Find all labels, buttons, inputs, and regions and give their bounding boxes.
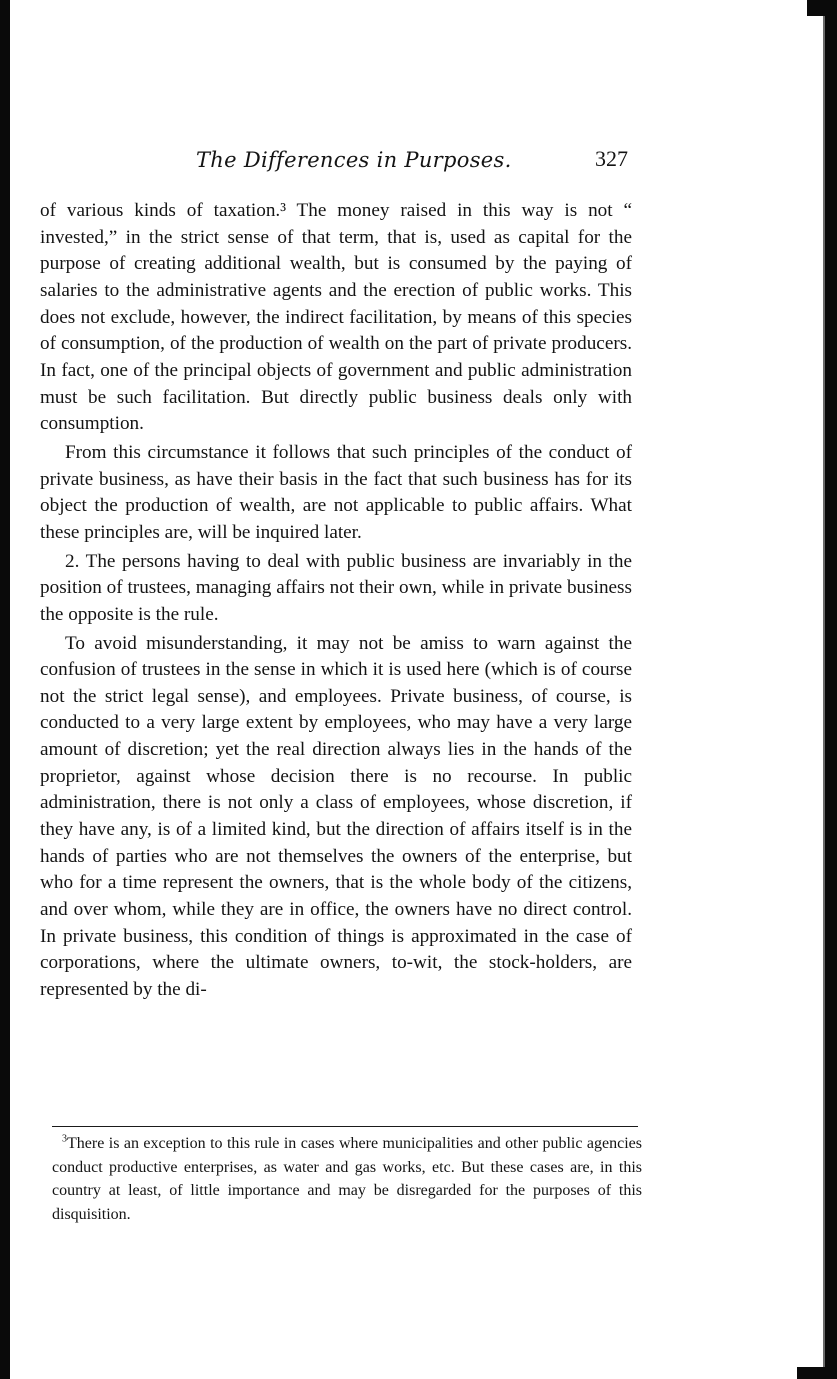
body-text xyxy=(40,198,632,1004)
footnote-text: There is an exception to this rule in cases where municipalities and other public agencies conduct productive enterprises, as water and gas works, etc. But these cases are, in this country at least, of little importance and may be disregarded for the purposes of this disquisition. xyxy=(52,1135,642,1223)
footnote-marker: 3 xyxy=(62,1133,67,1145)
paragraph: From this circumstance it follows that such principles of the conduct of private business, as have their basis in the fact that such business has for its object the production of wealth, are not applicable to public affairs. What these principles are, will be inquired later. xyxy=(40,441,632,543)
scan-corner-bottom-right xyxy=(797,1367,837,1379)
running-title: The Differences in Purposes. xyxy=(196,148,512,172)
page-number: 327 xyxy=(595,146,628,171)
scan-border-left xyxy=(0,0,10,1379)
footnote xyxy=(52,1132,642,1226)
paragraph-continuation: of various kinds of taxation.³ The money raised in this way is not “ invested,” in the strict sense of that term, that is, used as capital for the purpose of creating additional wealth, but is consumed by the paying of salaries to the administrative agents and the erection of public works. This does not exclude, however, the indirect facilitation, by means of this species of consumption, of the production of wealth on the part of private producers. In fact, one of the principal objects of government and public administration must be such facilitation. But directly public business deals only with consumption. xyxy=(40,200,632,435)
scan-corner-top-right xyxy=(807,0,837,16)
scan-border-right xyxy=(825,0,837,1379)
footnote-rule xyxy=(52,1126,638,1127)
paragraph: To avoid misunderstanding, it may not be amiss to warn against the confusion of trustees in the sense in which it is used here (which is of course not the strict legal sense), and employees. Private business, of course, is conducted to a very large extent by employees, who may have a very large amount of discretion; yet the real direction always lies in the hands of the proprietor, against whose decision there is no recourse. In public administration, there is not only a class of employees, whose discretion, if they have any, is of a limited kind, but the direction of affairs itself is in the hands of parties who are not themselves the owners of the enterprise, but who for a time represent the owners, that is the whole body of the citizens, and over whom, while they are in office, the owners have no direct control. In private business, this condition of things is approximated in the case of corporations, where the ultimate owners, to-wit, the stock-holders, are represented by the di- xyxy=(40,632,632,1001)
page-header xyxy=(196,148,628,182)
paragraph-numbered-point: 2. The persons having to deal with public business are invariably in the position of trustees, managing affairs not their own, while in private business the opposite is the rule. xyxy=(40,550,632,625)
